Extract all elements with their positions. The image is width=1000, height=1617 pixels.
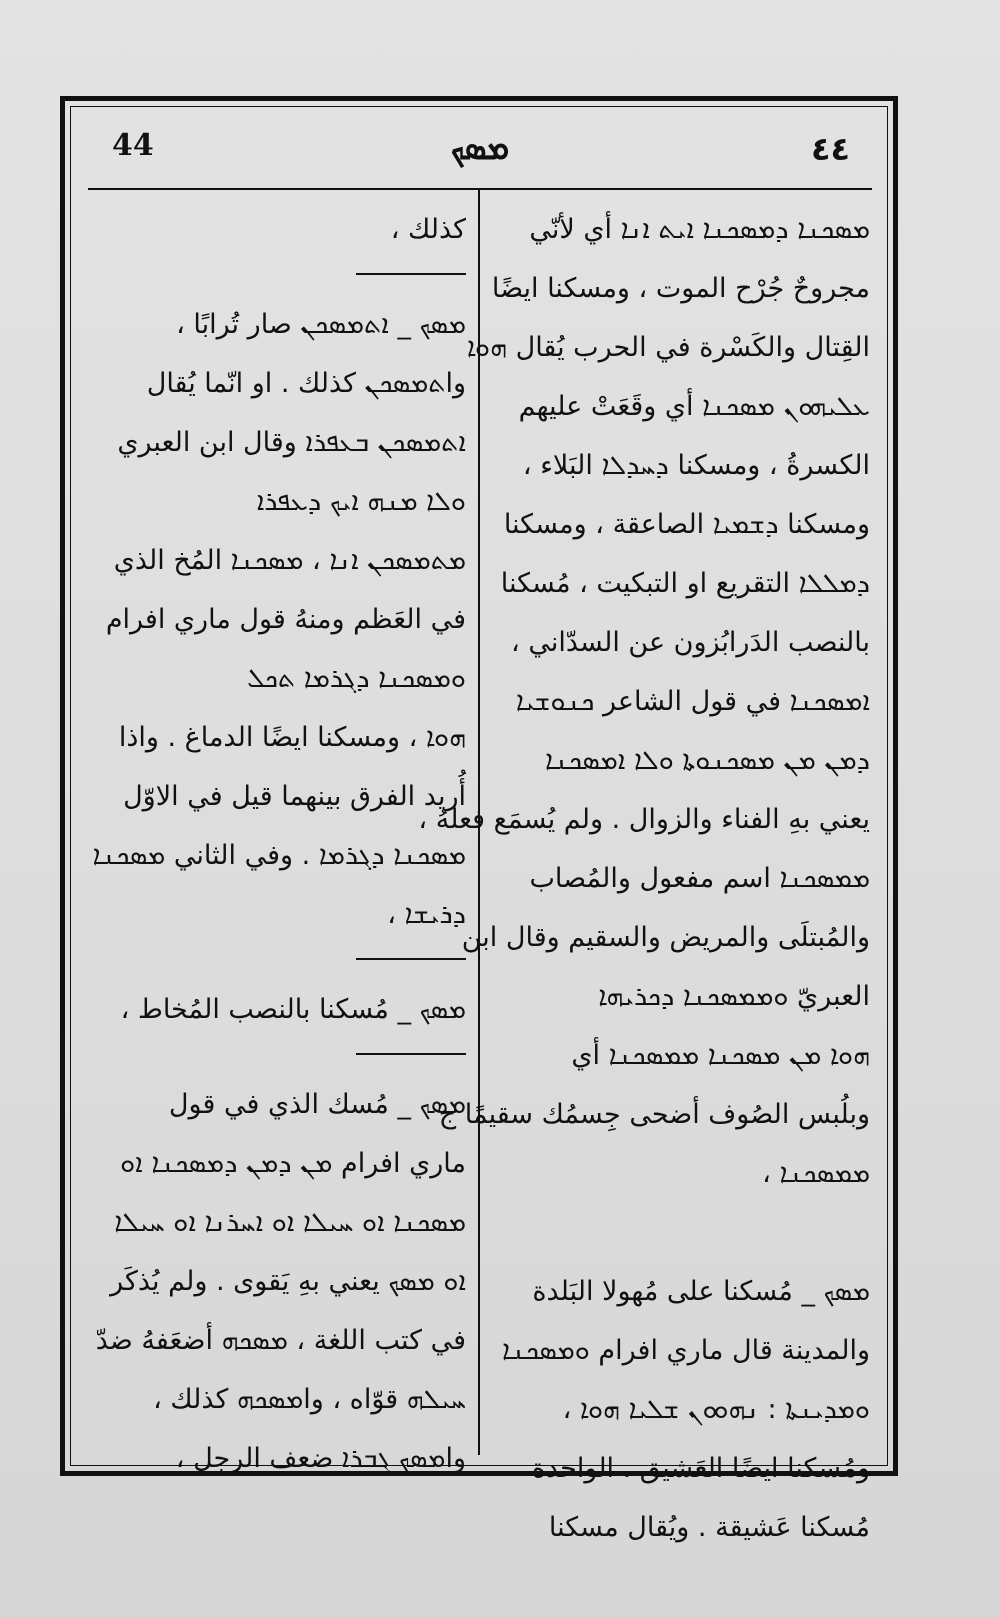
text-line: مجروحٌ جُرْح الموت ، ومسكنا ايضًا bbox=[491, 273, 870, 304]
text-line: ܡܣܟܢܐ ܕܡܣܟܢܐ ܐܝܬ ܐܢܐ أي لأنّي bbox=[529, 214, 870, 245]
text-line: ܡܣܟܢܐ ܐܘ ܚܝܠܐ ܐܘ ܐܚܪܢܐ ܐܘ ܚܝܠܐ bbox=[114, 1207, 466, 1238]
running-head: ܡܣܟ bbox=[450, 128, 510, 168]
text-line: ܡܡܣܟܢܐ ، bbox=[762, 1158, 870, 1189]
page-number-latin: 44 bbox=[112, 128, 154, 163]
text-line: القِتال والكَسْرة في الحرب يُقال ܗܘܐ bbox=[466, 332, 870, 363]
text-line: بالنصب الدَرابُزون عن السدّاني ، bbox=[511, 627, 870, 658]
text-line: ܡܡܣܟܢܐ اسم مفعول والمُصاب bbox=[529, 863, 870, 894]
entry-separator-rule bbox=[356, 1053, 466, 1055]
text-line: ܡܣܟ _ ܐܬܡܣܟܢ صار تُرابًا ، bbox=[176, 309, 466, 340]
text-line: ܡܬܡܣܟܢ ܐܢܐ ، ܡܣܟܢܐ المُخ الذي bbox=[113, 545, 466, 576]
text-line: واܡܣܟ ܓܒܪܐ ضعف الرجل ، bbox=[175, 1443, 466, 1474]
text-line: ܡܣܟܢܐ ܕܓܪܡܐ . وفي الثاني ܡܣܟܢܐ bbox=[92, 840, 466, 871]
text-line: العبريّ ܘܡܡܣܟܢܐ ܕܟܪܝܗܐ bbox=[598, 981, 870, 1012]
text-line: ܡܣܟ _ مُسكنا بالنصب المُخاط ، bbox=[120, 994, 466, 1025]
text-line: ماري افرام ܡܢ ܕܡܢ ܕܡܣܟܢܐ ܐܘ bbox=[120, 1148, 466, 1179]
text-line: ܗܘܐ ، ومسكنا ايضًا الدماغ . واذا bbox=[118, 722, 466, 753]
text-line: كذلك ، bbox=[390, 214, 466, 245]
text-line: يعني بهِ الفناء والزوال . ولم يُسمَع فعلهُ ، bbox=[418, 804, 870, 835]
text-line: في العَظم ومنهُ قول ماري افرام bbox=[105, 604, 466, 635]
text-line: ܥܠܝܗܘܢ ܡܣܟܢܐ أي وقَعَتْ عليهم bbox=[518, 391, 870, 422]
text-line: وبلُبس الصُوف أضحى جِسمُك سقيمًا ج bbox=[438, 1099, 870, 1130]
text-line: والمدينة قال ماري افرام ܘܡܣܟܢܐ bbox=[502, 1335, 870, 1366]
text-line: ومُسكنا ايضًا العَشيق . الواحدة bbox=[531, 1453, 870, 1484]
text-line: ܗܘܐ ܡܢ ܡܣܟܢܐ ܡܡܣܟܢܐ أي bbox=[571, 1040, 870, 1071]
entry-separator-rule bbox=[356, 958, 466, 960]
text-line: ܘܡܕܝܢܬܐ : ܢܗܘܘܢ ܫܠܝܐ ܗܘܐ ، bbox=[562, 1394, 870, 1425]
text-line: الكسرةُ ، ومسكنا ܕܚܕܠܐ البَلاء ، bbox=[522, 450, 870, 481]
text-line: واܬܡܣܟܢ كذلك . او انّما يُقال bbox=[146, 368, 466, 399]
text-line: في كتب اللغة ، ܡܣܟܗ أضعَفهُ ضدّ bbox=[95, 1325, 466, 1356]
text-line bbox=[482, 1203, 870, 1262]
text-line: مُسكنا عَشيقة . ويُقال مسكنا bbox=[548, 1512, 870, 1543]
text-line: ܐܬܡܣܟܢ ܒܥܦܪܐ وقال ابن العبري bbox=[117, 427, 466, 458]
text-line: ܐܡܣܟܢܐ في قول الشاعر ܟܢܘܫܝܐ bbox=[515, 686, 870, 717]
text-line: أُريد الفرق بينهما قيل في الاوّل bbox=[123, 781, 466, 812]
text-line: ܚܝܠܗ قوّاه ، واܡܣܟܗ كذلك ، bbox=[153, 1384, 466, 1415]
entry-separator-rule bbox=[356, 273, 466, 275]
page-header bbox=[90, 128, 870, 188]
text-line: ܘܠܐ ܡܢܗ ܐܝܟ ܕܥܦܪܐ bbox=[256, 486, 466, 517]
text-line: ܕܡܢ ܡܢ ܡܣܟܢܘܬܐ ܘܠܐ ܐܡܣܟܢܐ bbox=[545, 745, 870, 776]
text-line: ܕܪܝܫܐ ، bbox=[387, 899, 466, 930]
text-line: ܕܡܠܠܐ التقريع او التبكيت ، مُسكنا bbox=[500, 568, 870, 599]
text-line: ܡܣܟ _ مُسك الذي في قول bbox=[168, 1089, 466, 1120]
header-rule bbox=[88, 188, 872, 190]
text-line: ܘܡܣܟܢܐ ܕܓܪܡܐ ܬܟܠ bbox=[247, 663, 466, 694]
page-number-arabic: ٤٤ bbox=[810, 130, 850, 168]
text-line: والمُبتلَى والمريض والسقيم وقال ابن bbox=[461, 922, 870, 953]
left-column bbox=[90, 200, 466, 1474]
text-line: ܡܣܟ _ مُسكنا على مُهولا البَلدة bbox=[532, 1276, 870, 1307]
text-line: ܐܘ ܡܣܟ يعني بهِ يَقوى . ولم يُذكَر bbox=[110, 1266, 466, 1297]
text-line: ومسكنا ܕܫܡܝܐ الصاعقة ، ومسكنا bbox=[503, 509, 870, 540]
